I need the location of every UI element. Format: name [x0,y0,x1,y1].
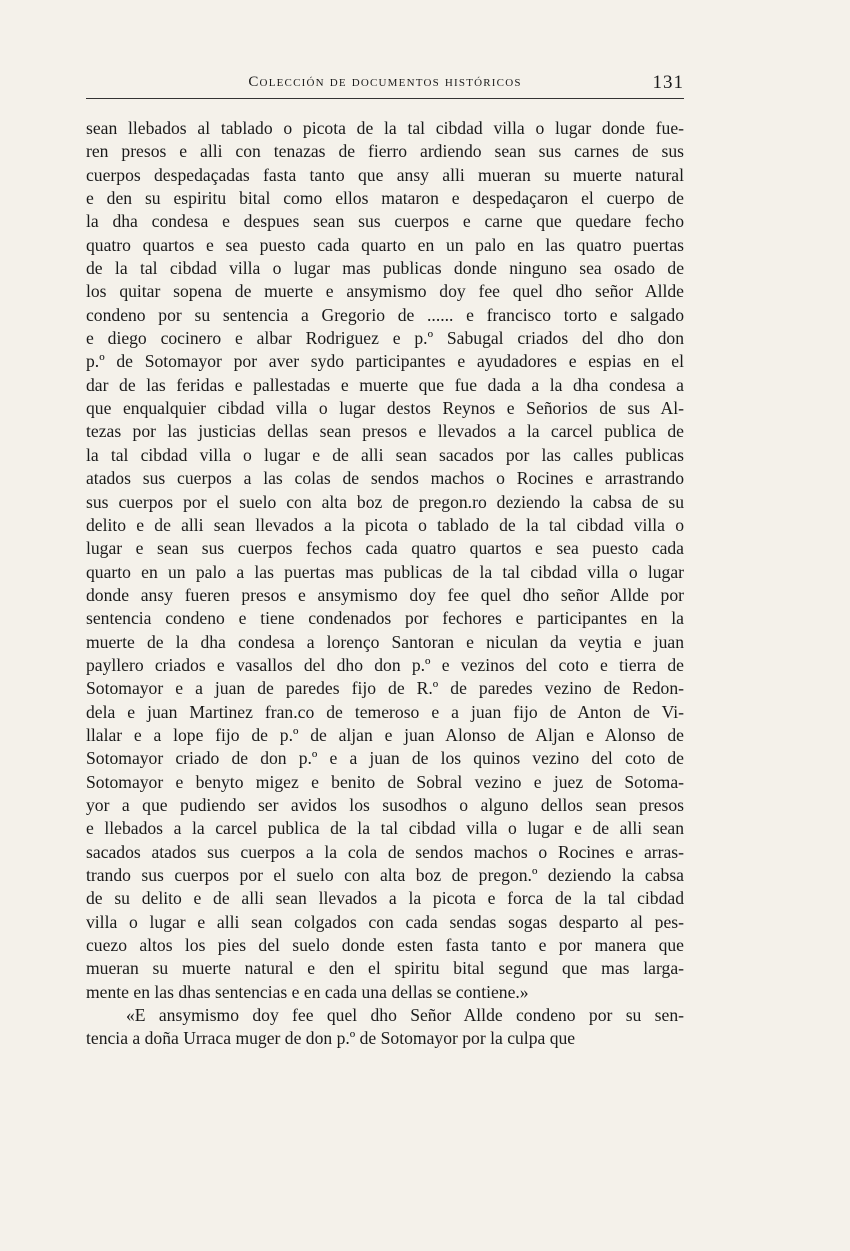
text-line: mente en las dhas sentencias e en cada una dellas se contiene.» [86,981,529,1002]
text-line: e den su espiritu bital como ellos mataron e despedaçaron el cuerpo de [86,188,684,209]
text-line: Sotomayor criado de don p.º e a juan de los quinos vezino del coto de [86,748,684,769]
text-line: de la tal cibdad villa o lugar mas publicas donde ninguno sea osado de [86,258,684,279]
text-line: Sotomayor e benyto migez e benito de Sobral vezino e juez de Sotoma- [86,771,684,792]
text-line: cuezo altos los pies del suelo donde esten fasta tanto e por manera que [86,935,684,956]
text-line: yor a que pudiendo ser avidos los susodhos o alguno dellos sean presos [86,794,684,815]
text-line: quatro quartos e sea puesto cada quarto en un palo en las quatro puertas [86,234,684,255]
text-line: payllero criados e vasallos del dho don p.º e vezinos del coto e tierra de [86,654,684,675]
text-line: sacados atados sus cuerpos a la cola de sendos machos o Rocines e arras- [86,841,684,862]
text-line: que enqualquier cibdad villa o lugar destos Reynos e Señorios de sus Al- [86,398,684,419]
text-line: muerte de la dha condesa a lorenço Santoran e niculan da veytia e juan [86,631,684,652]
text-line: mueran su muerte natural e den el spiritu bital segund que mas larga- [86,958,684,979]
body-text [86,117,684,1051]
text-line: tencia a doña Urraca muger de don p.º de Sotomayor por la culpa que [86,1028,576,1049]
text-line: «E ansymismo doy fee quel dho Señor Allde condeno por su sen- [126,1005,684,1026]
text-line: los quitar sopena de muerte e ansymismo doy fee quel dho señor Allde [86,281,684,302]
text-line: trando sus cuerpos por el suelo con alta boz de pregon.º deziendo la cabsa [86,865,684,885]
text-line: atados sus cuerpos a las colas de sendos machos o Rocines e arrastrando [86,468,684,489]
header-rule [86,98,684,99]
text-line: la tal cibdad villa o lugar e de alli sean sacados por las calles publicas [86,444,684,465]
running-title: Colección de documentos históricos [248,74,522,90]
text-line: sus cuerpos por el suelo con alta boz de pregon.ro deziendo la cabsa de su [86,491,684,512]
text-line: delito e de alli sean llevados a la picota o tablado de la tal cibdad villa o [86,514,684,535]
text-line: e llebados a la carcel publica de la tal cibdad villa o lugar e de alli sean [86,818,684,839]
text-line: dar de las feridas e pallestadas e muerte que fue dada a la dha condesa a [86,374,684,395]
text-line: sentencia condeno e tiene condenados por fechores e participantes en la [86,608,684,629]
page-number: 131 [652,72,684,93]
text-line: ren presos e alli con tenazas de fierro ardiendo sean sus carnes de sus [86,141,684,162]
text-line: villa o lugar e alli sean colgados con cada sendas sogas desparto al pes- [86,911,684,932]
text-line: condeno por su sentencia a Gregorio de ...... e francisco torto e salgado [86,304,684,325]
text-line: quarto en un palo a las puertas mas publicas de la tal cibdad villa o lugar [86,561,684,582]
text-line: p.º de Sotomayor por aver sydo participantes e ayudadores e espias en el [86,351,684,372]
text-line: de su delito e de alli sean llevados a la picota e forca de la tal cibdad [86,888,684,909]
text-line: la dha condesa e despues sean sus cuerpos e carne que quedare fecho [86,211,684,232]
text-line: sean llebados al tablado o picota de la tal cibdad villa o lugar donde fue- [86,118,684,138]
text-line: cuerpos despedaçadas fasta tanto que ansy alli mueran su muerte natural [86,164,684,185]
running-head [86,74,684,96]
text-line: e diego cocinero e albar Rodriguez e p.º Sabugal criados del dho don [86,328,684,349]
text-line: lugar e sean sus cuerpos fechos cada quatro quartos e sea puesto cada [86,538,684,559]
text-line: dela e juan Martinez fran.co de temeroso e a juan fijo de Anton de Vi- [86,701,684,722]
text-line: donde ansy fueren presos e ansymismo doy fee quel dho señor Allde por [86,584,684,605]
text-line: Sotomayor e a juan de paredes fijo de R.º de paredes vezino de Redon- [86,678,684,699]
text-line: tezas por las justicias dellas sean presos e llevados a la carcel publica de [86,421,684,442]
text-line: llalar e a lope fijo de p.º de aljan e juan Alonso de Aljan e Alonso de [86,724,684,745]
